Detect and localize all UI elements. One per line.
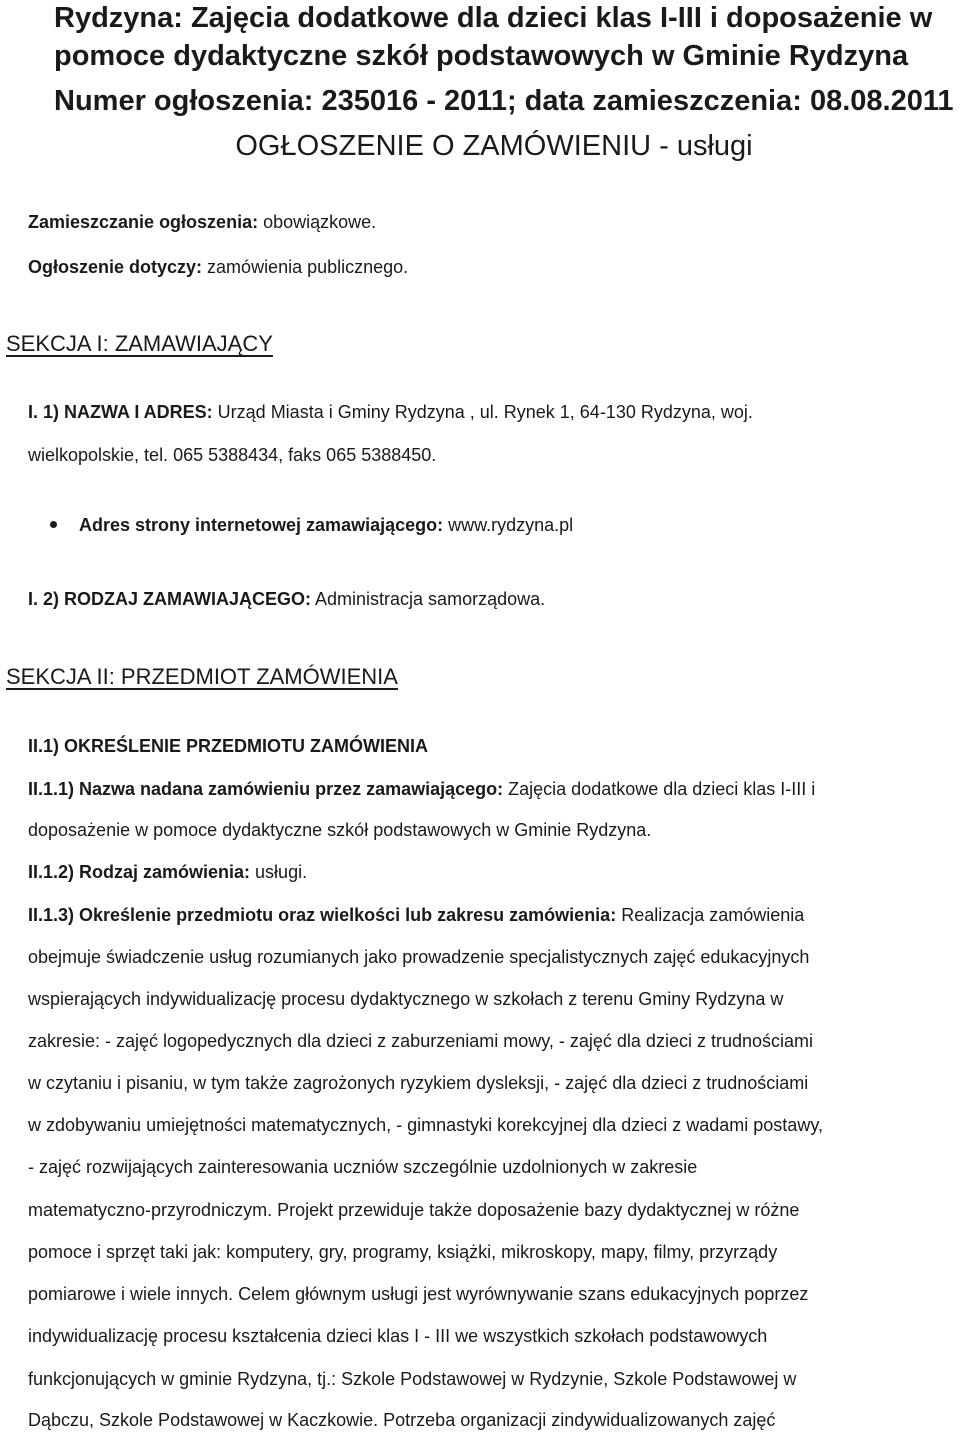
order-scope-label: II.1.3) Określenie przedmiotu oraz wielkości lub zakresu zamówienia: [28, 905, 617, 925]
section-2-1-heading [28, 736, 428, 757]
concerns-label: Ogłoszenie dotyczy: [28, 257, 203, 277]
scope-text-line: funkcjonujących w gminie Rydzyna, tj.: Szkole Podstawowej w Rydzynie, Szkole Podstawowej w [28, 1369, 797, 1389]
scope-text-line: zakresie: - zajęć logopedycznych dla dzieci z zaburzeniami mowy, - zajęć dla dzieci z trudnościami [28, 1031, 813, 1051]
scope-text-line: w zdobywaniu umiejętności matematycznych, - gimnastyki korekcyjnej dla dzieci z wadami postawy, [28, 1115, 823, 1135]
website-value: www.rydzyna.pl [443, 515, 574, 535]
ordering-party-type-label: I. 2) RODZAJ ZAMAWIAJĄCEGO: [28, 589, 312, 609]
address-line-1 [28, 402, 753, 423]
placement-label: Zamieszczanie ogłoszenia: [28, 212, 259, 232]
order-name-value: Zajęcia dodatkowe dla dzieci klas I-III i [503, 779, 816, 799]
scope-text-line: pomoce i sprzęt taki jak: komputery, gry, programy, książki, mikroskopy, mapy, filmy, przyrządy [28, 1242, 778, 1262]
document-title-line-2: pomoce dydaktyczne szkół podstawowych w Gminie Rydzyna [54, 40, 909, 72]
placement-value: obowiązkowe. [258, 212, 377, 232]
scope-text-line: pomiarowe i wiele innych. Celem głównym usługi jest wyrównywanie szans edukacyjnych poprzez [28, 1284, 809, 1304]
address-value: Urząd Miasta i Gminy Rydzyna , ul. Rynek 1, 64-130 Rydzyna, woj. [212, 402, 753, 422]
placement-line [28, 212, 376, 233]
scope-text-line: obejmuje świadczenie usług rozumianych jako prowadzenie specjalistycznych zajęć edukacyjnych [28, 947, 810, 967]
document-subtitle: OGŁOSZENIE O ZAMÓWIENIU - usługi [235, 130, 753, 162]
section-1-heading: SEKCJA I: ZAMAWIAJĄCY [6, 331, 273, 356]
concerns-value: zamówienia publicznego. [202, 257, 409, 277]
concerns-line [28, 257, 408, 278]
scope-text-line: Dąbczu, Szkole Podstawowej w Kaczkowie. Potrzeba organizacji zindywidualizowanych zajęć [28, 1410, 776, 1430]
address-line-2: wielkopolskie, tel. 065 5388434, faks 065 5388450. [28, 445, 437, 465]
order-kind-label: II.1.2) Rodzaj zamówienia: [28, 862, 251, 882]
order-scope-value: Realizacja zamówienia [616, 905, 805, 925]
document-title-line-1: Rydzyna: Zajęcia dodatkowe dla dzieci klas I-III i doposażenie w [54, 2, 933, 34]
address-label: I. 1) NAZWA I ADRES: [28, 402, 213, 422]
section-2-heading: SEKCJA II: PRZEDMIOT ZAMÓWIENIA [6, 664, 398, 689]
scope-text-line: indywidualizację procesu kształcenia dzieci klas I - III we wszystkich szkołach podstawowych [28, 1326, 768, 1346]
scope-text-line: matematyczno-przyrodniczym. Projekt przewiduje także doposażenie bazy dydaktycznej w różne [28, 1200, 800, 1220]
order-kind-value: usługi. [250, 862, 308, 882]
section-2-1-label: II.1) OKREŚLENIE PRZEDMIOTU ZAMÓWIENIA [28, 736, 429, 756]
website-line [79, 515, 573, 536]
scope-text-line: wspierających indywidualizację procesu dydaktycznego w szkołach z terenu Gminy Rydzyna w [28, 989, 784, 1009]
document-title-line-3: Numer ogłoszenia: 235016 - 2011; data zamieszczenia: 08.08.2011 [54, 85, 954, 117]
bullet-icon [50, 521, 57, 528]
ordering-party-type-line [28, 589, 545, 610]
order-scope-line-1 [28, 905, 804, 926]
scope-text-line: w czytaniu i pisaniu, w tym także zagrożonych ryzykiem dysleksji, - zajęć dla dzieci z trudnościami [28, 1073, 809, 1093]
website-label: Adres strony internetowej zamawiającego: [79, 515, 444, 535]
order-name-line-1 [28, 779, 815, 800]
order-kind-line [28, 862, 307, 883]
order-name-line-2: doposażenie w pomoce dydaktyczne szkół podstawowych w Gminie Rydzyna. [28, 820, 652, 840]
ordering-party-type-value: Administracja samorządowa. [311, 589, 546, 609]
order-name-label: II.1.1) Nazwa nadana zamówieniu przez zamawiającego: [28, 779, 504, 799]
scope-text-line: - zajęć rozwijających zainteresowania uczniów szczególnie uzdolnionych w zakresie [28, 1157, 698, 1177]
